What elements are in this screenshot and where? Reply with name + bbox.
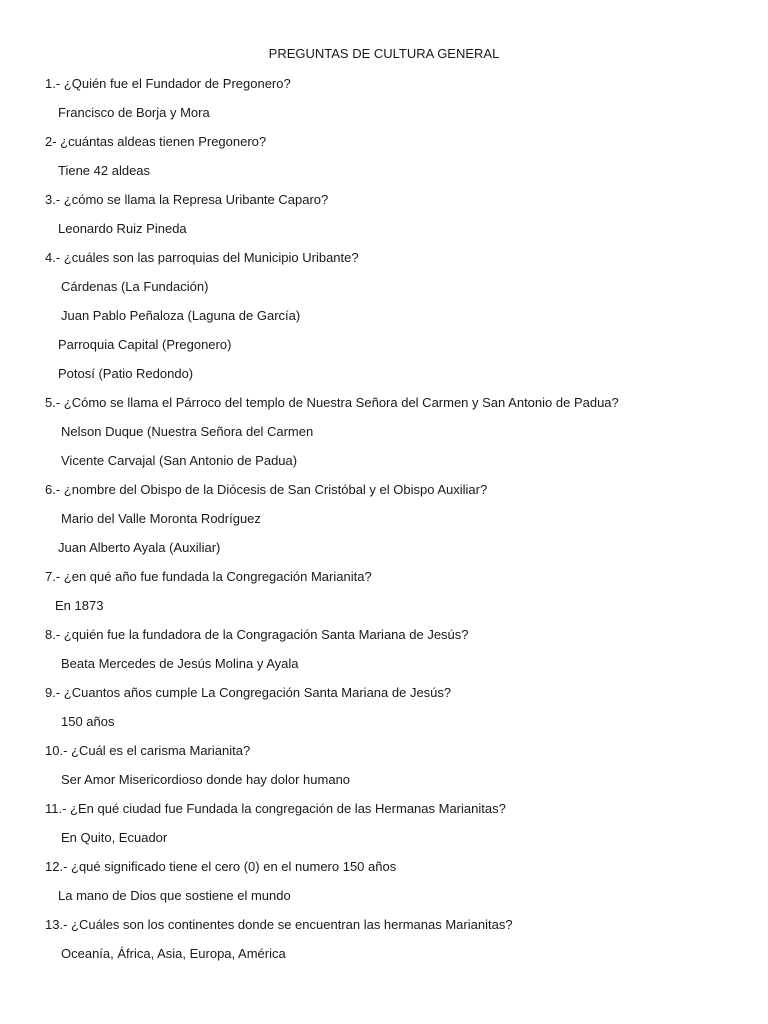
question-12: 12.- ¿qué significado tiene el cero (0) en el numero 150 años: [45, 859, 397, 874]
question-8: 8.- ¿quién fue la fundadora de la Congragación Santa Mariana de Jesús?: [45, 627, 469, 642]
answer-8: Beata Mercedes de Jesús Molina y Ayala: [61, 656, 299, 671]
answer-12: La mano de Dios que sostiene el mundo: [58, 888, 291, 903]
answer-10: Ser Amor Misericordioso donde hay dolor humano: [61, 772, 351, 787]
answer-6-1: Mario del Valle Moronta Rodríguez: [61, 511, 261, 526]
answer-4-3: Parroquia Capital (Pregonero): [58, 337, 232, 352]
document-title: PREGUNTAS DE CULTURA GENERAL: [268, 46, 500, 61]
question-11: 11.- ¿En qué ciudad fue Fundada la congregación de las Hermanas Marianitas?: [45, 801, 506, 816]
answer-1: Francisco de Borja y Mora: [58, 105, 210, 120]
question-10: 10.- ¿Cuál es el carisma Marianita?: [45, 743, 251, 758]
answer-5-2: Vicente Carvajal (San Antonio de Padua): [61, 453, 298, 468]
answer-5-1: Nelson Duque (Nuestra Señora del Carmen: [61, 424, 314, 439]
answer-13: Oceanía, África, Asia, Europa, América: [61, 946, 286, 961]
question-3: 3.- ¿cómo se llama la Represa Uribante Caparo?: [45, 192, 329, 207]
question-answer-list: [45, 74, 745, 973]
question-4: 4.- ¿cuáles son las parroquias del Municipio Uribante?: [45, 250, 359, 265]
answer-9: 150 años: [61, 714, 115, 729]
question-13: 13.- ¿Cuáles son los continentes donde se encuentran las hermanas Marianitas?: [45, 917, 513, 932]
answer-4-4: Potosí (Patio Redondo): [58, 366, 194, 381]
question-7: 7.- ¿en qué año fue fundada la Congregación Marianita?: [45, 569, 372, 584]
answer-3: Leonardo Ruiz Pineda: [58, 221, 187, 236]
question-5: 5.- ¿Cómo se llama el Párroco del templo de Nuestra Señora del Carmen y San Antonio de Padua?: [45, 395, 619, 410]
question-1: 1.- ¿Quién fue el Fundador de Pregonero?: [45, 76, 291, 91]
answer-4-2: Juan Pablo Peñaloza (Laguna de García): [61, 308, 301, 323]
question-2: 2- ¿cuántas aldeas tienen Pregonero?: [45, 134, 267, 149]
answer-2: Tiene 42 aldeas: [58, 163, 151, 178]
answer-7: En 1873: [55, 598, 104, 613]
answer-4-1: Cárdenas (La Fundación): [61, 279, 209, 294]
answer-11: En Quito, Ecuador: [61, 830, 168, 845]
question-6: 6.- ¿nombre del Obispo de la Diócesis de San Cristóbal y el Obispo Auxiliar?: [45, 482, 488, 497]
question-9: 9.- ¿Cuantos años cumple La Congregación Santa Mariana de Jesús?: [45, 685, 452, 700]
answer-6-2: Juan Alberto Ayala (Auxiliar): [58, 540, 221, 555]
